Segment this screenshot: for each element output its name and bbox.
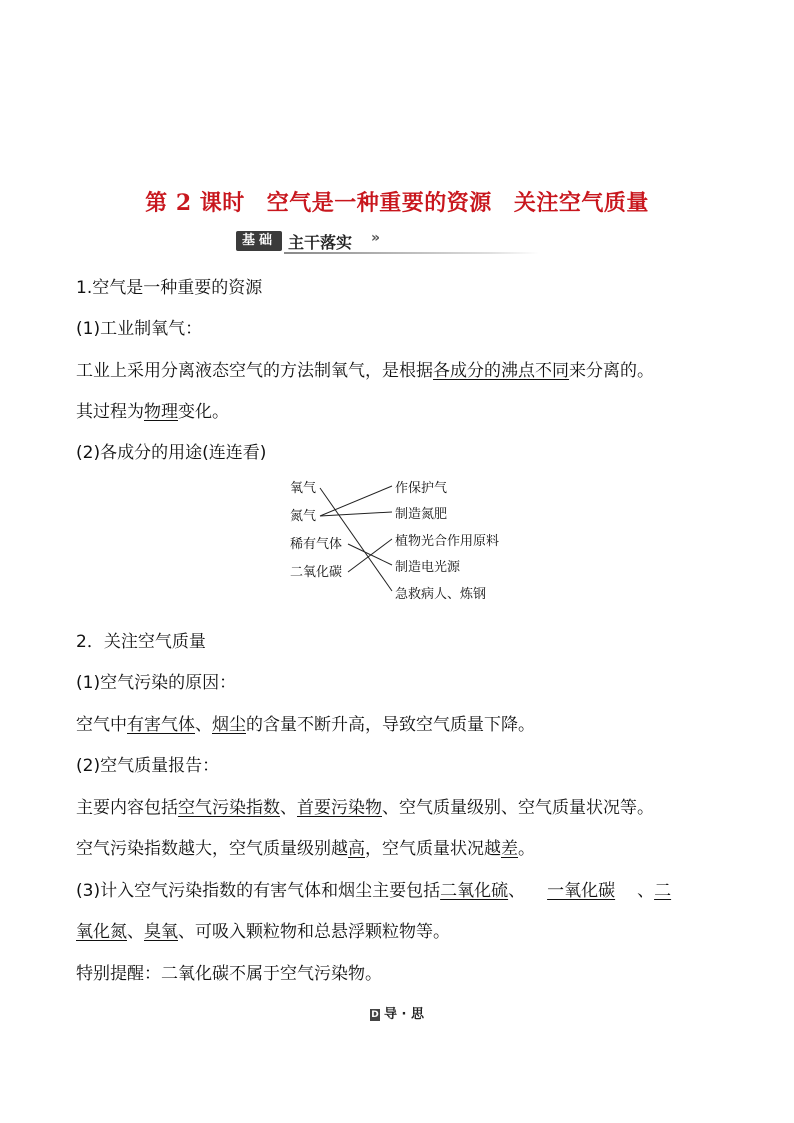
section1-heading: 1.空气是一种重要的资源 [76, 278, 263, 298]
right-item-photosynthesis: 植物光合作用原料 [395, 534, 500, 549]
left-item-noble-gas: 稀有气体 [290, 537, 343, 552]
section2-sub3-cont: 氧化氮、臭氧、可吸入颗粒物和总悬浮颗粒物等。 [76, 922, 450, 942]
connector-line [320, 512, 392, 516]
section2-sub3: (3)计入空气污染指数的有害气体和烟尘主要包括二氧化硫、 一氧化碳 、二 [76, 876, 671, 901]
footer [0, 1003, 794, 1022]
answer-blank: 烟尘 [212, 715, 246, 735]
answer-blank: 首要污染物 [297, 798, 382, 818]
section1-line2: 其过程为物理变化。 [76, 402, 229, 422]
answer-blank: 一氧化碳 [547, 881, 616, 901]
section2-sub1: (1)空气污染的原因： [76, 673, 237, 693]
section1-line1: 工业上采用分离液态空气的方法制氧气，是根据各成分的沸点不同来分离的。 [76, 361, 654, 381]
footer-text: 导 · 思 [384, 1007, 424, 1022]
banner-badge: 基础 [236, 231, 282, 251]
section2-report: 主要内容包括空气污染指数、首要污染物、空气质量级别、空气质量状况等。 [76, 798, 654, 818]
section1-sub2: (2)各成分的用途(连连看) [76, 443, 267, 463]
guide-icon: D [371, 1009, 379, 1020]
connector-line [348, 544, 392, 565]
banner-rule [284, 252, 539, 254]
matching-diagram [280, 474, 530, 606]
section2-sub2: (2)空气质量报告： [76, 756, 220, 776]
page-title: 第 2 课时 空气是一种重要的资源 关注空气质量 [145, 190, 649, 216]
answer-blank: 二 [654, 881, 672, 901]
section-banner [236, 229, 536, 253]
connector-line [320, 486, 392, 516]
connector-line [348, 539, 392, 572]
left-item-nitrogen: 氮气 [290, 509, 317, 524]
right-item-first-aid-steel: 急救病人、炼钢 [395, 587, 487, 602]
answer-blank: 二氧化硫 [440, 881, 509, 901]
section2-heading: 2．关注空气质量 [76, 632, 206, 652]
answer-blank: 高 [348, 839, 365, 859]
answer-blank: 差 [501, 839, 518, 859]
answer-blank: 各成分的沸点不同 [433, 361, 569, 381]
chevron-right-icon: » [371, 230, 381, 246]
left-item-co2: 二氧化碳 [290, 565, 343, 580]
answer-blank: 氧化氮 [76, 922, 127, 942]
left-item-oxygen: 氧气 [290, 481, 317, 496]
right-item-light-source: 制造电光源 [395, 560, 461, 575]
answer-blank: 臭氧 [144, 922, 178, 942]
section1-sub1: (1)工业制氧气： [76, 319, 203, 339]
section2-note: 特别提醒：二氧化碳不属于空气污染物。 [76, 964, 382, 984]
right-item-nitrogen-fertilizer: 制造氮肥 [395, 507, 448, 522]
banner-text: 主干落实 [288, 233, 353, 252]
right-item-protective-gas: 作保护气 [395, 481, 448, 496]
answer-blank: 有害气体 [127, 715, 195, 735]
answer-blank: 空气污染指数 [178, 798, 280, 818]
section2-index: 空气污染指数越大，空气质量级别越高，空气质量状况越差。 [76, 839, 535, 859]
answer-blank: 物理 [144, 402, 178, 422]
section2-cause: 空气中有害气体、烟尘的含量不断升高，导致空气质量下降。 [76, 715, 535, 735]
